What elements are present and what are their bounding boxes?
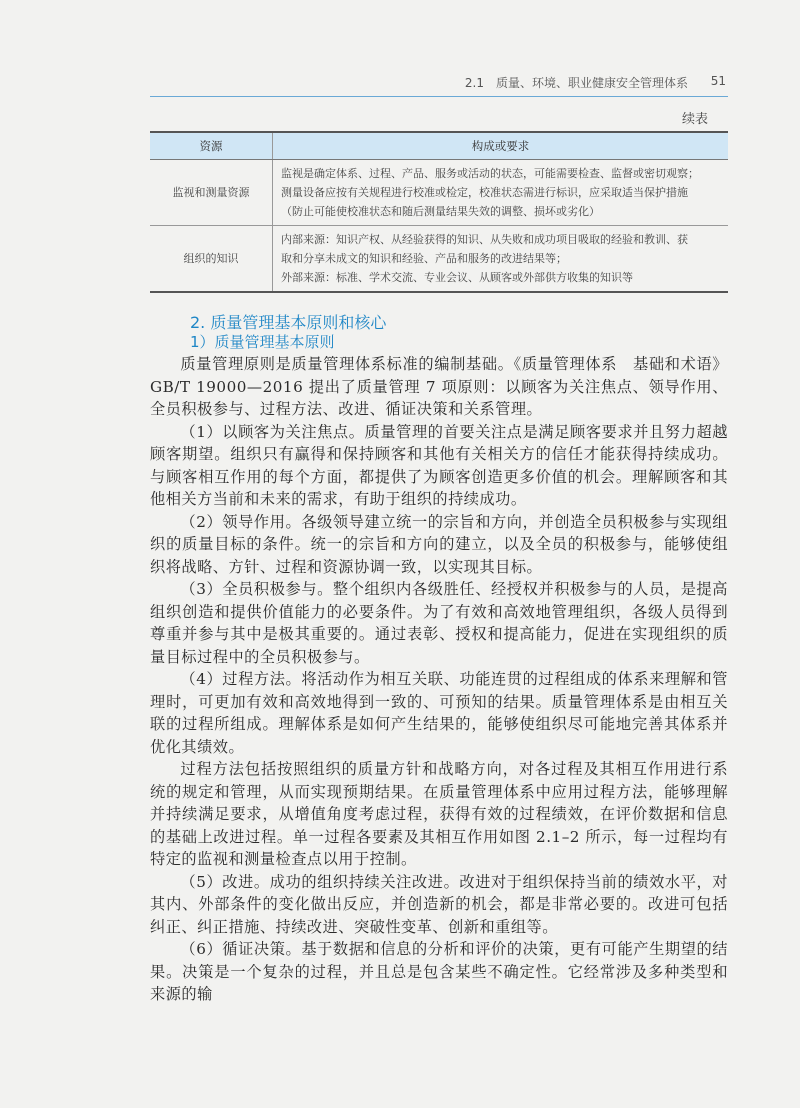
- table-header-requirement: 构成或要求: [273, 132, 729, 160]
- table-cell-line: （防止可能使校准状态和随后测量结果失效的调整、损坏或劣化）: [281, 205, 600, 218]
- paragraph: （1）以顾客为关注焦点。质量管理的首要关注点是满足顾客要求并且努力超越顾客期望。组织只有赢得和保持顾客和其他有关相关方的信任才能获得持续成功。与顾客相互作用的每个方面，都提供了为顾客创造更多价值的机会。理解顾客和其他相关方当前和未来的需求，有助于组织的持续成功。: [150, 422, 728, 508]
- paragraph: （3）全员积极参与。整个组织内各级胜任、经授权并积极参与的人员，是提高组织创造和提供价值能力的必要条件。为了有效和高效地管理组织，各级人员得到尊重并参与其中是极其重要的。通过表彰、授权和提高能力，促进在实现组织的质量目标过程中的全员积极参与。: [150, 580, 728, 666]
- table-cell-line: 测量设备应按有关规程进行校准或检定，校准状态需进行标识，应采取适当保护措施: [281, 186, 688, 199]
- section-heading: 2. 质量管理基本原则和核心: [190, 313, 387, 332]
- paragraph: 过程方法包括按照组织的质量方针和战略方向，对各过程及其相互作用进行系统的规定和管理，从而实现预期结果。在质量管理体系中应用过程方法，能够理解并持续满足要求，从增值角度考虑过程，获得有效的过程绩效，在评价数据和信息的基础上改进过程。单一过程各要素及其相互作用如图 2.1–2 所示，每一过程均有特定的监视和测量检查点以用于控制。: [150, 760, 728, 868]
- paragraph: （2）领导作用。各级领导建立统一的宗旨和方向，并创造全员积极参与实现组织的质量目标的条件。统一的宗旨和方向的建立，以及全员的积极参与，能够使组织将战略、方针、过程和资源协调一致，以实现其目标。: [150, 512, 728, 576]
- paragraph: （6）循证决策。基于数据和信息的分析和评价的决策，更有可能产生期望的结果。决策是一个复杂的过程，并且总是包含某些不确定性。它经常涉及多种类型和来源的输: [150, 940, 728, 1003]
- table-row: [150, 160, 728, 226]
- table-cell-resource: 组织的知识: [150, 226, 273, 293]
- table-row: [150, 226, 728, 293]
- table-cell-line: 取和分享未成文的知识和经验、产品和服务的改进结果等；: [281, 252, 567, 265]
- header-title: 2.1 质量、环境、职业健康安全管理体系: [464, 76, 688, 90]
- table-cell-requirement: [273, 226, 729, 293]
- paragraph: 质量管理原则是质量管理体系标准的编制基础。《质量管理体系 基础和术语》GB/T 19000—2016 提出了质量管理 7 项原则：以顾客为关注焦点、领导作用、全员积极参与、过程方法、改进、循证决策和关系管理。: [150, 355, 728, 418]
- running-header: [150, 70, 728, 97]
- continued-label: 续表: [681, 112, 708, 127]
- subsection-heading: 1）质量管理基本原则: [190, 333, 335, 351]
- paragraph: （5）改进。成功的组织持续关注改进。改进对于组织保持当前的绩效水平，对其内、外部条件的变化做出反应，并创造新的机会，都是非常必要的。改进可包括纠正、纠正措施、持续改进、突破性变革、创新和重组等。: [150, 872, 728, 936]
- table-header-row: [150, 132, 728, 160]
- paragraph: （4）过程方法。将活动作为相互关联、功能连贯的过程组成的体系来理解和管理时，可更加有效和高效地得到一致的、可预知的结果。质量管理体系是由相互关联的过程所组成。理解体系是如何产生结果的，能够使组织尽可能地完善其体系并优化其绩效。: [150, 670, 728, 756]
- resource-table: [150, 131, 728, 293]
- table-cell-requirement: [273, 160, 729, 226]
- table-cell-resource: 监视和测量资源: [150, 160, 273, 226]
- page-number: 51: [710, 74, 726, 88]
- table-cell-line: 内部来源：知识产权、从经验获得的知识、从失败和成功项目吸取的经验和教训、获: [281, 233, 688, 246]
- table-cell-line: 外部来源：标准、学术交流、专业会议、从顾客或外部供方收集的知识等: [281, 271, 633, 284]
- table-header-resource: 资源: [150, 132, 273, 160]
- table-cell-line: 监视是确定体系、过程、产品、服务或活动的状态，可能需要检查、监督或密切观察；: [281, 167, 699, 180]
- body-text: [150, 353, 728, 1006]
